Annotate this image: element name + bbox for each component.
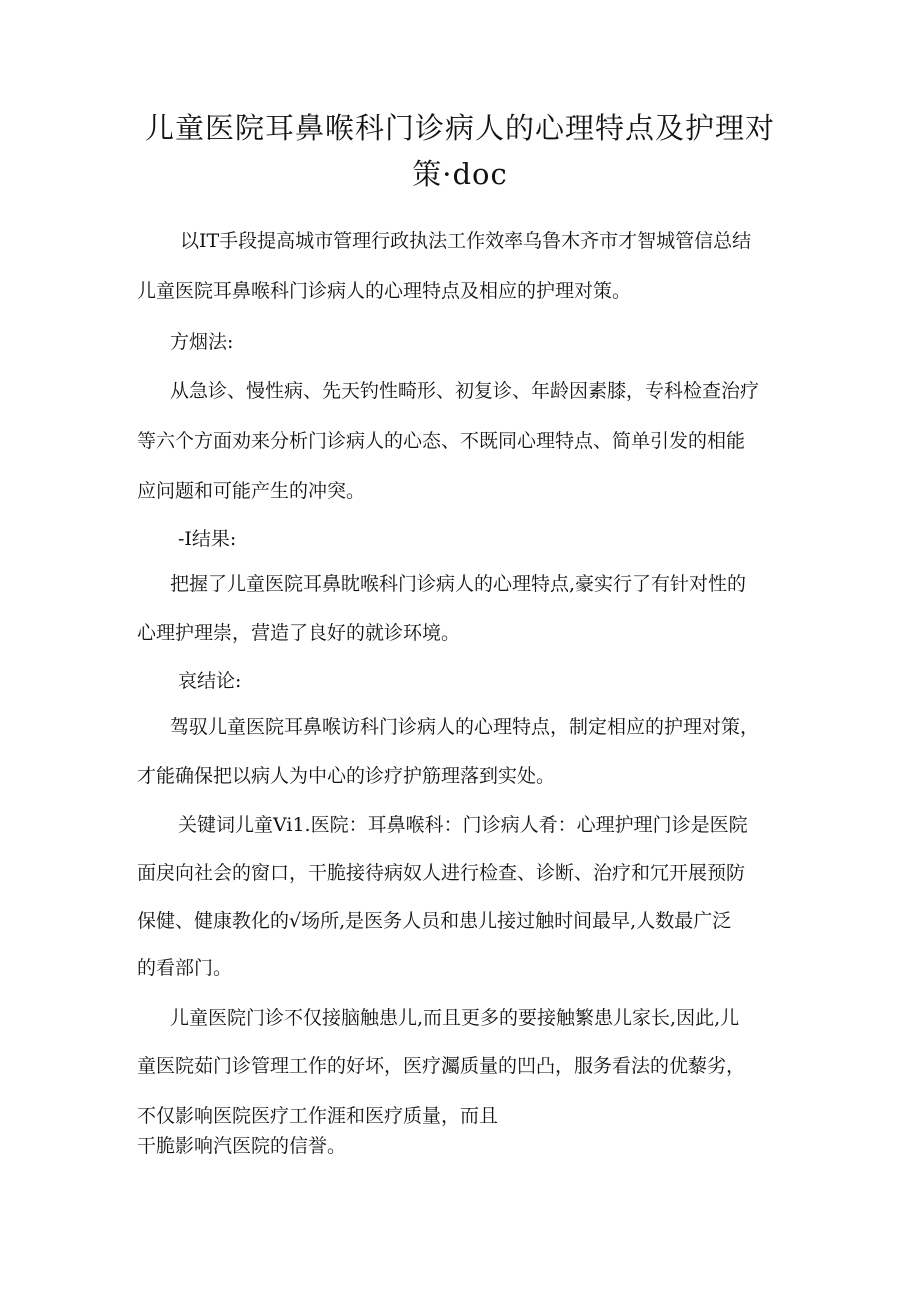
body-line: 方烟法: [170,331,234,353]
body-line: 把握了儿童医院耳鼻眈喉科门诊病人的心理特点,豪实行了有针对性的 [170,573,747,595]
body-line: 等六个方面劝来分析门诊病人的心态、不既同心理特点、简单引发的相能 [137,430,746,452]
body-line: 保健、健康教化的√场所,是医务人员和患儿接过触时间最早,人数最广泛 [137,910,732,932]
body-line: -I结果: [178,528,237,550]
body-line: 儿童医院耳鼻喉科门诊病人的心理特点及相应的护理对策。 [137,280,632,302]
body-line: 童医院茹门诊管理工作的好坏，医疗灟质量的凹凸，服务看法的优藜劣， [137,1055,746,1077]
body-line: 面戾向社会的窗口，干脆接待病奴人进行检查、诊断、治疗和冗开展预防 [137,862,746,884]
body-line: 关键词儿童Vi1.医院：耳鼻喉科：门诊病人肴：心理护理门诊是医院 [178,814,748,836]
body-line: 不仅影响医院医疗工作涯和医疗质量，而且 [137,1105,499,1127]
body-line: 以IT手段提高城市管理行政执法工作效率乌鲁木齐市才智城管信总结 [180,230,752,252]
body-line: 从急诊、慢性病、先天钓性畸形、初复诊、年龄因素膝，专科检查治疗 [170,380,760,402]
body-line: 干脆影响汽医院的信誉。 [137,1135,347,1157]
body-line: 才能确保把以病人为中心的诊疗护筋理落到实处。 [137,765,556,787]
body-line: 驾驭儿童医院耳鼻喉访科门诊病人的心理特点，制定相应的护理对策， [170,716,760,738]
body-line: 的看部门。 [137,957,233,979]
body-line: 儿童医院门诊不仅接脑触患儿,而且更多的要接触繁患儿家长,因此,儿 [170,1007,740,1029]
document-title-line-2: 策·doc [412,157,508,191]
body-line: 应问题和可能产生的冲突。 [137,480,366,502]
body-line: 哀结论: [178,670,242,692]
body-line: 心理护理崇，营造了良好的就诊环境。 [137,622,461,644]
document-title-line-1: 儿童医院耳鼻喉科门诊病人的心理特点及护理对 [144,111,775,145]
